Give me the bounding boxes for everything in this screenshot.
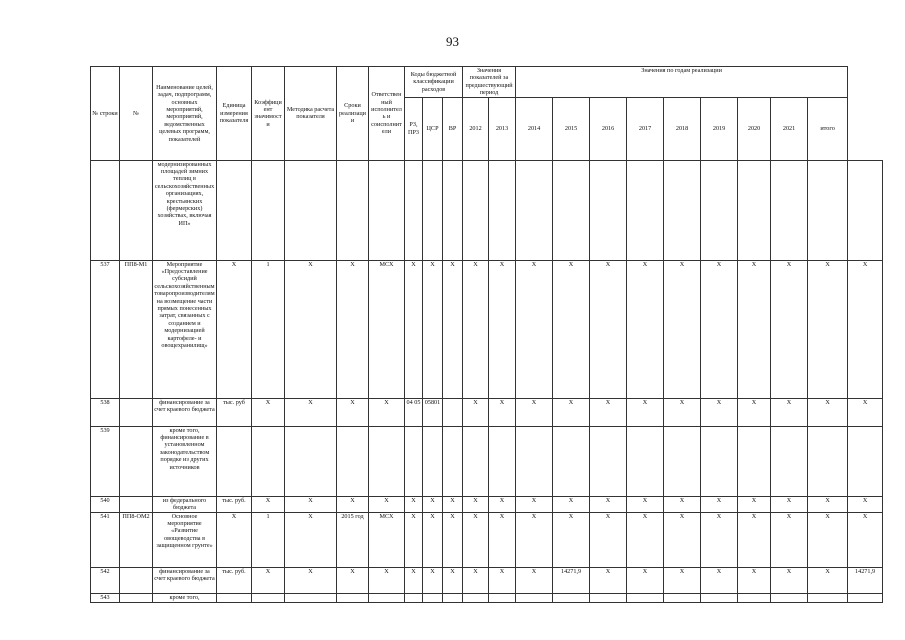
year-value-cell: X [738,398,771,426]
row-number-cell: 539 [91,426,120,496]
year-value-cell [516,426,553,496]
row-number-cell: 537 [91,260,120,398]
executor-cell: X [369,496,405,512]
executor-cell: МСХ [369,512,405,567]
csr-cell [423,160,443,260]
table-row [91,260,883,398]
header-vr: ВР [443,97,463,160]
year-value-cell [664,160,701,260]
method-cell: X [285,512,337,567]
year-value-cell: X [463,512,489,567]
year-value-cell [590,426,627,496]
header-year: 2017 [627,97,664,160]
year-value-cell [701,160,738,260]
coef-cell: 1 [252,512,285,567]
total-value-cell: 14271,9 [848,567,883,593]
year-value-cell: X [516,260,553,398]
year-value-cell: X [738,496,771,512]
year-value-cell [664,426,701,496]
vr-cell [443,160,463,260]
year-value-cell: X [463,260,489,398]
header-csr: ЦСР [423,97,443,160]
year-value-cell: X [771,398,808,426]
vr-cell [443,593,463,602]
year-value-cell: X [664,567,701,593]
year-value-cell: X [516,398,553,426]
csr-cell: X [423,567,443,593]
year-value-cell: X [489,496,516,512]
coef-cell [252,426,285,496]
vr-cell: X [443,260,463,398]
name-cell: кроме того, [153,593,217,602]
csr-cell: X [423,512,443,567]
term-cell: X [337,260,369,398]
year-value-cell [771,426,808,496]
year-value-cell: X [701,398,738,426]
program-table [90,66,883,603]
year-value-cell [463,426,489,496]
year-value-cell: X [808,496,848,512]
header-year: 2013 [489,97,516,160]
year-value-cell: X [664,398,701,426]
term-cell: X [337,398,369,426]
year-value-cell: X [627,496,664,512]
year-value-cell [590,593,627,602]
coef-cell: 1 [252,260,285,398]
year-value-cell: X [808,398,848,426]
year-value-cell: X [590,398,627,426]
year-value-cell: X [664,496,701,512]
code-cell [120,593,153,602]
year-value-cell: X [771,260,808,398]
year-value-cell: X [627,398,664,426]
total-value-cell: X [848,496,883,512]
year-value-cell: X [771,496,808,512]
method-cell [285,160,337,260]
table-row [91,567,883,593]
coef-cell: X [252,398,285,426]
table-row [91,512,883,567]
executor-cell [369,426,405,496]
header-year-values: Значения по годам реализации [516,67,848,98]
year-value-cell: X [701,567,738,593]
code-cell [120,567,153,593]
rz-cell [405,426,423,496]
csr-cell: X [423,260,443,398]
total-value-cell: X [848,260,883,398]
table-row [91,160,883,260]
header-name: Наименование целей, задач, подпрограмм, основных мероприятий, мероприятий, ведомственных целевых программ, показателей [153,67,217,161]
vr-cell: X [443,512,463,567]
year-value-cell [738,160,771,260]
rz-cell: X [405,496,423,512]
table-body [91,160,883,602]
year-value-cell [516,593,553,602]
name-cell: финансирование за счет краевого бюджета [153,567,217,593]
executor-cell [369,593,405,602]
unit-cell [217,160,252,260]
header-prev-values: Значения показателей за предшествующий период [463,67,516,98]
year-value-cell [701,593,738,602]
name-cell: кроме того, финансирование в установленном законодательством порядке из других источников [153,426,217,496]
rz-cell: 04 05 [405,398,423,426]
rz-cell [405,593,423,602]
header-method: Методика расчета показателя [285,67,337,161]
code-cell [120,496,153,512]
rz-cell [405,160,423,260]
year-value-cell [463,593,489,602]
unit-cell: X [217,512,252,567]
year-value-cell: X [701,496,738,512]
vr-cell [443,426,463,496]
total-value-cell: X [848,512,883,567]
year-value-cell: 14271,9 [553,567,590,593]
method-cell: X [285,398,337,426]
year-value-cell [590,160,627,260]
year-value-cell [489,426,516,496]
year-value-cell [808,160,848,260]
row-number-cell [91,160,120,260]
unit-cell: X [217,260,252,398]
header-year: 2020 [738,97,771,160]
header-year: 2018 [664,97,701,160]
row-number-cell: 542 [91,567,120,593]
coef-cell [252,593,285,602]
row-number-cell: 540 [91,496,120,512]
executor-cell: X [369,567,405,593]
method-cell [285,426,337,496]
method-cell [285,593,337,602]
year-value-cell: X [590,512,627,567]
year-value-cell: X [771,567,808,593]
term-cell [337,426,369,496]
year-value-cell [771,593,808,602]
year-value-cell: X [627,512,664,567]
row-number-cell: 543 [91,593,120,602]
unit-cell [217,426,252,496]
total-value-cell [848,426,883,496]
year-value-cell [771,160,808,260]
header-term: Сроки реализации [337,67,369,161]
name-cell: из федерального бюджета [153,496,217,512]
term-cell: 2015 год [337,512,369,567]
csr-cell [423,593,443,602]
year-value-cell [627,593,664,602]
year-value-cell [738,426,771,496]
year-value-cell: X [489,567,516,593]
year-value-cell: X [771,512,808,567]
coef-cell [252,160,285,260]
header-year: 2019 [701,97,738,160]
csr-cell: 05801 [423,398,443,426]
year-value-cell: X [738,512,771,567]
total-value-cell [848,593,883,602]
vr-cell [443,398,463,426]
unit-cell [217,593,252,602]
table-row [91,496,883,512]
code-cell [120,160,153,260]
vr-cell: X [443,567,463,593]
year-value-cell: X [553,398,590,426]
header-budget-codes: Коды бюджетной классификации расходов [405,67,463,98]
header-coef: Коэффициент значимости [252,67,285,161]
name-cell: модернизированных площадей зимних теплиц в сельскохозяйственных организациях, крестьянских (фермерских) хозяйствах, включая ИП» [153,160,217,260]
executor-cell: МСХ [369,260,405,398]
year-value-cell: X [553,496,590,512]
year-value-cell [808,426,848,496]
table-row [91,398,883,426]
rz-cell: X [405,567,423,593]
name-cell: Основное мероприятие «Развитие овощеводства в защищенном грунте» [153,512,217,567]
method-cell: X [285,567,337,593]
header-total: итого [808,97,848,160]
vr-cell: X [443,496,463,512]
header-executor: Ответственный исполнитель и соисполнители [369,67,405,161]
year-value-cell: X [590,567,627,593]
unit-cell: тыс. руб [217,398,252,426]
rz-cell: X [405,260,423,398]
table-row [91,593,883,602]
code-cell: ПП8-М1 [120,260,153,398]
term-cell: X [337,496,369,512]
code-cell: ПП8-ОМ2 [120,512,153,567]
year-value-cell: X [516,512,553,567]
header-year: 2016 [590,97,627,160]
year-value-cell: X [553,512,590,567]
year-value-cell [627,160,664,260]
coef-cell: X [252,496,285,512]
year-value-cell: X [463,398,489,426]
row-number-cell: 541 [91,512,120,567]
code-cell [120,426,153,496]
year-value-cell [489,160,516,260]
year-value-cell: X [516,567,553,593]
year-value-cell [463,160,489,260]
year-value-cell: X [627,567,664,593]
year-value-cell [553,426,590,496]
header-year: 2021 [771,97,808,160]
executor-cell: X [369,398,405,426]
year-value-cell [553,160,590,260]
year-value-cell: X [664,512,701,567]
row-number-cell: 538 [91,398,120,426]
year-value-cell: X [664,260,701,398]
header-unit: Единица измерения показателя [217,67,252,161]
year-value-cell [516,160,553,260]
name-cell: финансирование за счет краевого бюджета [153,398,217,426]
year-value-cell: X [590,260,627,398]
table-row [91,426,883,496]
method-cell: X [285,496,337,512]
year-value-cell: X [738,567,771,593]
term-cell [337,160,369,260]
year-value-cell [627,426,664,496]
year-value-cell: X [553,260,590,398]
year-value-cell [664,593,701,602]
year-value-cell: X [489,512,516,567]
csr-cell: X [423,496,443,512]
unit-cell: тыс. руб. [217,567,252,593]
header-year: 2015 [553,97,590,160]
header-rz: РЗ, ПР3 [405,97,423,160]
year-value-cell: X [701,512,738,567]
term-cell: X [337,567,369,593]
unit-cell: тыс. руб. [217,496,252,512]
code-cell [120,398,153,426]
year-value-cell: X [627,260,664,398]
year-value-cell: X [808,567,848,593]
year-value-cell: X [808,260,848,398]
name-cell: Мероприятие «Предоставление субсидий сельскохозяйственным товаропроизводителям на возмещение части прямых понесенных затрат, связанных с созданием и модернизацией картофеле- и овощехранилищ» [153,260,217,398]
page-number: 93 [446,34,459,49]
term-cell [337,593,369,602]
year-value-cell [738,593,771,602]
year-value-cell: X [463,496,489,512]
coef-cell: X [252,567,285,593]
header-year: 2014 [516,97,553,160]
year-value-cell: X [738,260,771,398]
executor-cell [369,160,405,260]
header-code: № [120,67,153,161]
total-value-cell: X [848,398,883,426]
year-value-cell [808,593,848,602]
year-value-cell: X [590,496,627,512]
year-value-cell [553,593,590,602]
year-value-cell: X [516,496,553,512]
header-year: 2012 [463,97,489,160]
year-value-cell [701,426,738,496]
year-value-cell [489,593,516,602]
total-value-cell [848,160,883,260]
header-row-no: № строки [91,67,120,161]
csr-cell [423,426,443,496]
method-cell: X [285,260,337,398]
year-value-cell: X [808,512,848,567]
year-value-cell: X [489,260,516,398]
year-value-cell: X [463,567,489,593]
rz-cell: X [405,512,423,567]
year-value-cell: X [701,260,738,398]
year-value-cell: X [489,398,516,426]
